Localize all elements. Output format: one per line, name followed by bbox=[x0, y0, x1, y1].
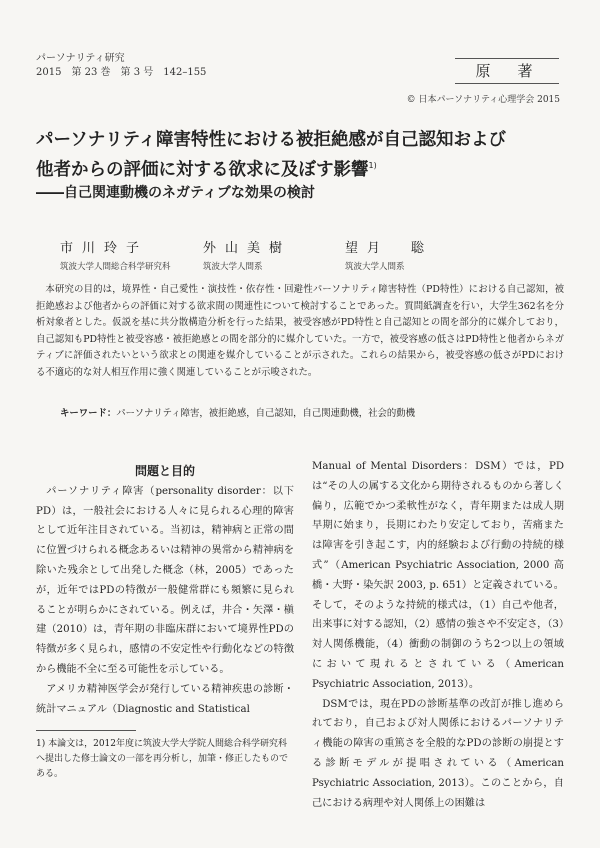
article-subtitle: ――自己関連動機のネガティブな効果の検討 bbox=[36, 185, 315, 201]
title-line-1: パーソナリティ障害特性における被拒絶感が自己認知および bbox=[36, 130, 507, 150]
article-genre-label: 原 著 bbox=[455, 58, 559, 84]
journal-header bbox=[36, 52, 206, 80]
journal-issue: 2015 第 23 巻 第 3 号 142–155 bbox=[36, 67, 207, 78]
body-paragraph: パーソナリティ障害（personality disorder：以下PD）は，一般社会における人々に見られる心理的障害として近年注目されている。当初は，精神病と正常の間に位置づけられる概念あるいは精神の異常から精神病を除いた残余として出発した概念（林，2005）であったが，近年ではPDの特徴が一般健常群にも頻繁に見られることが明らかにされている。例えば，井合・矢澤・槇建（2010）は，青年期の非臨床群において境界性PDの特徴が多く見られ，感情の不安定性や行動化などの特徴から機能不全に至る可能性を示している。 bbox=[36, 485, 294, 675]
body-left-column bbox=[36, 462, 294, 719]
keywords bbox=[60, 405, 560, 419]
author-name: 市川玲子 bbox=[60, 241, 149, 256]
body-paragraph: アメリカ精神医学会が発行している精神疾患の診断・統計マニュアル（Diagnostic and Statistical bbox=[36, 683, 294, 715]
footnote-rule bbox=[36, 730, 136, 731]
article-title bbox=[36, 128, 566, 183]
author-affiliation: 筑波大学人間系 bbox=[345, 262, 405, 272]
body-paragraph: Manual of Mental Disorders：DSM）では，PDは“その人の属する文化から期待されるものから著しく偏り，広範でかつ柔軟性がなく，青年期または成人期早期に始まり，長期にわたり安定しており，苦痛または障害を引き起こす，内的経験および行動の持続的様式”（American Psychiatric Association, 2000 高橋・大野・染矢訳 2003, p. 651）と定義されている。そして，そのような持続的様式は，（1）自己や他者，出来事に対する認知，（2）感情の強さや不安定さ，（3）対人関係機能，（4）衝動の制御のうち2つ以上の領域において現れるとされている（American Psychiatric Association, 2013）。 bbox=[312, 461, 564, 690]
author-name: 望月 聡 bbox=[345, 241, 434, 256]
section-heading: 問題と目的 bbox=[134, 464, 195, 478]
copyright-notice: © 日本パーソナリティ心理学会 2015 bbox=[406, 95, 560, 105]
keywords-label: キーワード： bbox=[60, 408, 117, 419]
abstract: 本研究の目的は，境界性・自己愛性・演技性・依存性・回避性パーソナリティ障害特性（PD特性）における自己認知，被拒絶感および他者からの評価に対する欲求間の関連性について検討することであった。質問紙調査を行い，大学生362名を分析対象者とした。仮説を基に共分散構造分析を行った結果，被受容感がPD特性と自己認知との間を部分的に媒介しており，自己認知もPD特性と被受容感・被拒絶感との間を部分的に媒介していた。一方で，被受容感の低さはPD特性と他者からネガティブに評価されたいという欲求との関連を媒介していることが示された。これらの結果から，被受容感の低さがPDにおける不適応的な対人相互作用に強く関連していることが示唆された。 bbox=[36, 284, 564, 378]
title-line-2: 他者からの評価に対する欲求に及ぼす影響 bbox=[36, 159, 369, 180]
author-name: 外山美樹 bbox=[203, 241, 292, 256]
footnote: 1) 本論文は，2012年度に筑波大学大学院人間総合科学研究科へ提出した修士論文の一部を再分析し，加筆・修正したものである。 bbox=[36, 739, 289, 779]
body-right-column bbox=[312, 457, 564, 813]
author-3 bbox=[345, 237, 433, 272]
keywords-text: パーソナリティ障害，被拒絶感，自己認知，自己関連動機，社会的動機 bbox=[116, 408, 415, 419]
author-affiliation: 筑波大学人間総合科学研究科 bbox=[60, 262, 171, 272]
author-affiliation: 筑波大学人間系 bbox=[203, 262, 263, 272]
author-1 bbox=[60, 237, 171, 272]
body-paragraph: DSMでは，現在PDの診断基準の改訂が推し進められており，自己および対人関係におけるパーソナリティ機能の障害の重篤さを全般的なPDの診断の崩提とする診断モデルが提唱されている（American Psychiatric Association, 2013）。このことから，自己における病理や対人関係上の困難は bbox=[312, 698, 564, 809]
title-footnote-marker: 1) bbox=[368, 161, 377, 170]
author-2 bbox=[203, 237, 291, 272]
journal-name: パーソナリティ研究 bbox=[36, 53, 125, 64]
